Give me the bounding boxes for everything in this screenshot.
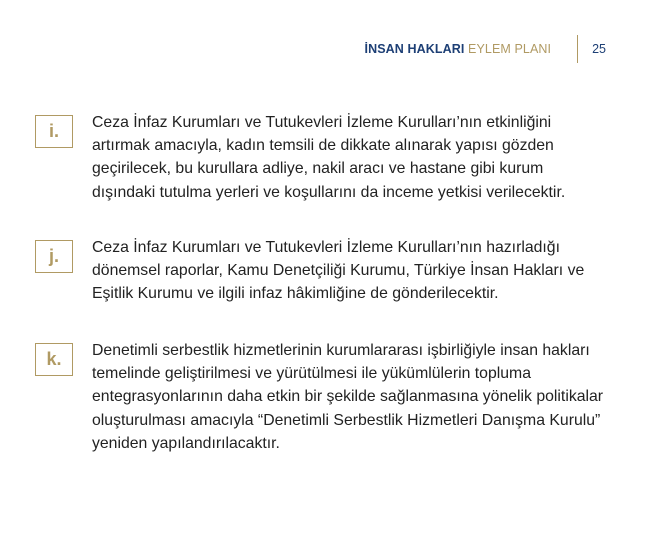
item-text: Denetimli serbestlik hizmetlerinin kurumlararası işbirliğiyle insan hakları temelinde geliştirilmesi ve yürütülmesi ile yükümlülerin topluma entegrasyonlarının daha etkin bir şekilde sağlanmasına yönelik politikalar oluşturulması amacıyla “Denetimli Serbestlik Hizmetleri Danışma Kurulu” yeniden yapılandırılacaktır. [92,342,604,452]
list-item [35,111,610,236]
header-divider [577,35,578,63]
document-title-light: EYLEM PLANI [468,42,552,56]
item-marker: i. [35,115,73,148]
page-header [365,38,606,60]
item-marker: j. [35,240,73,273]
document-title-bold: İNSAN HAKLARI [364,42,465,56]
document-title [365,42,552,56]
item-text: Ceza İnfaz Kurumları ve Tutukevleri İzleme Kurulları’nın etkinliğini artırmak amacıyla, kadın temsili de dikkate alınarak yapısı gözden geçirilecek, bu kurullara adliye, nakil aracı ve hastane gibi kurum dışındaki tutulma yerleri ve koşullarını da inceme yetkisi verilecektir. [92,114,566,201]
item-marker: k. [35,343,73,376]
action-items-list [35,111,610,455]
list-item [35,339,610,455]
list-item [35,236,610,339]
page-number: 25 [592,42,606,56]
item-text: Ceza İnfaz Kurumları ve Tutukevleri İzleme Kurulları’nın hazırladığı dönemsel raporlar, Kamu Denetçiliği Kurumu, Türkiye İnsan Hakları ve Eşitlik Kurumu ve ilgili infaz hâkimliğine de gönderilecektir. [92,239,585,303]
